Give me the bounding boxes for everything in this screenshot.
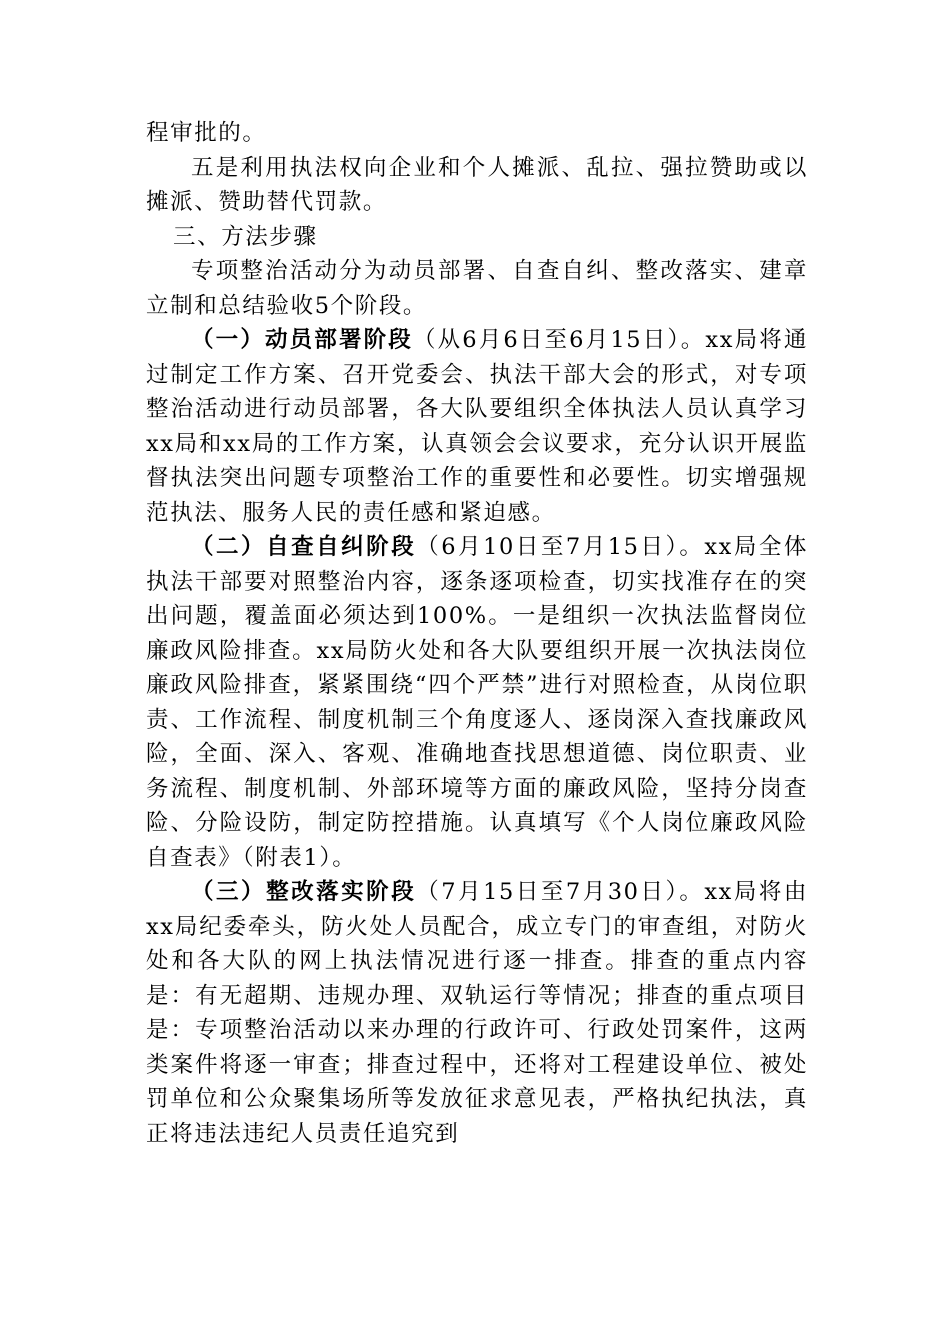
phase-3-title: （三）整改落实阶段 <box>191 879 417 905</box>
paragraph-phase-2 <box>146 530 808 875</box>
paragraph-phase-3 <box>146 875 808 1151</box>
document-page <box>146 116 808 1151</box>
section-heading-methods: 三、方法步骤 <box>173 223 318 250</box>
paragraph-phases-overview: 专项整治活动分为动员部署、自查自纠、整改落实、建章立制和总结验收5个阶段。 <box>146 258 808 319</box>
phase-1-body: （从6月6日至6月15日）。xx局将通过制定工作方案、召开党委会、执法干部大会的形式，对专项整治活动进行动员部署，各大队要组织全体执法人员认真学习xx局和xx局的工作方案，认真领会会议要求，充分认识开展监督执法突出问题专项整治工作的重要性和必要性。切实增强规范执法、服务人民的责任感和紧迫感。 <box>146 327 808 526</box>
phase-3-body: （7月15日至7月30日）。xx局将由xx局纪委牵头，防火处人员配合，成立专门的审查组，对防火处和各大队的网上执法情况进行逐一排查。排查的重点内容是：有无超期、违规办理、双轨运行等情况；排查的重点项目是：专项整治活动以来办理的行政许可、行政处罚案件，这两类案件将逐一审查；排查过程中，还将对工程建设单位、被处罚单位和公众聚集场所等发放征求意见表，严格执纪执法，真正将违法违纪人员责任追究到 <box>146 879 808 1147</box>
phase-2-title: （二）自查自纠阶段 <box>191 534 417 560</box>
paragraph-continuation: 程审批的。 <box>146 120 267 146</box>
phase-2-body: （6月10日至7月15日）。xx局全体执法干部要对照整治内容，逐条逐项检查，切实找准存在的突出问题，覆盖面必须达到100%。一是组织一次执法监督岗位廉政风险排查。xx局防火处和各大队要组织开展一次执法岗位廉政风险排查，紧紧围绕“四个严禁”进行对照检查，从岗位职责、工作流程、制度机制三个角度逐人、逐岗深入查找廉政风险，全面、深入、客观、准确地查找思想道德、岗位职责、业务流程、制度机制、外部环境等方面的廉政风险，坚持分岗查险、分险设防，制定防控措施。认真填写《个人岗位廉政风险自查表》（附表1）。 <box>146 534 808 871</box>
phase-1-title: （一）动员部署阶段 <box>191 327 413 353</box>
paragraph-item-five: 五是利用执法权向企业和个人摊派、乱拉、强拉赞助或以摊派、赞助替代罚款。 <box>146 154 808 215</box>
paragraph-phase-1 <box>146 323 808 530</box>
